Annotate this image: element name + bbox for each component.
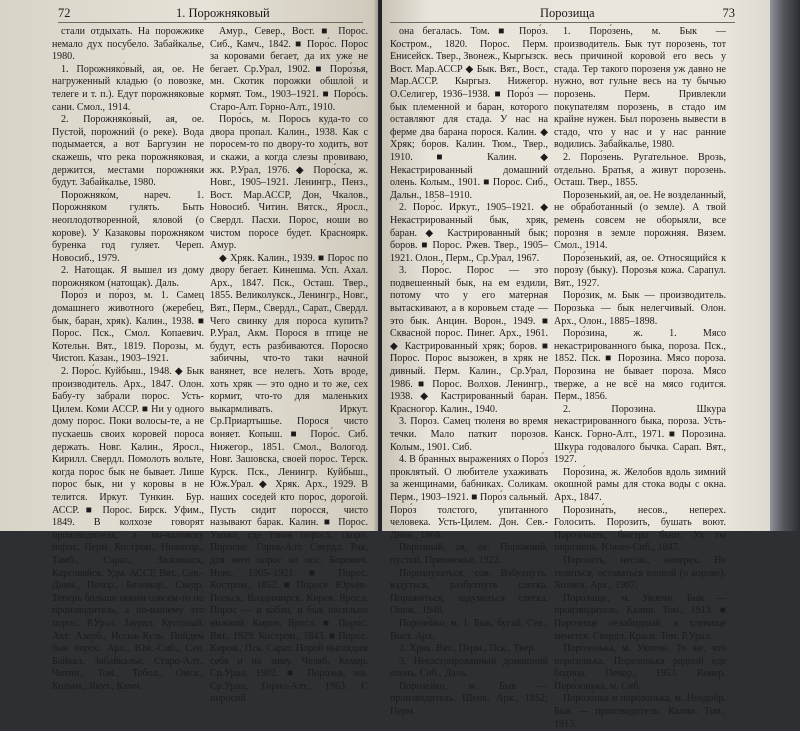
dictionary-entry: 1. Поро́зень, м. Бык — производитель. Бык тут порозень, тот весь причиной коровой его весь у стада. Тер такого порозеня уж давно не нужно, вот гульне весь на ту бычью порозень. Перм. Привлекли покупателям порозень, в стадо им крайне нужен. Был порозень вывести в стадо, что у нас и у нас ранние водились. Забайкалье, 1980.	[554, 26, 726, 151]
dictionary-entry: 1. Порожняко́вый, ая, ое. Не нагруженный кладью (о повозке, телеге и т. п.). Едут порожняковые сани. Смол., 1914.	[52, 63, 204, 113]
dictionary-entry: Поро́зина, ж. Желобов вдоль зимний окошной рамы для стока воды с окна. Арх., 1847.	[554, 466, 726, 503]
dictionary-entry: Поро́з и по́роз, м. 1. Самец домашнего животного (жеребец, бык, баран, хряк). Калин., 1938. ■ Порос. Пск., Смол. Копаевич. Котельн. Вят., 1819. Порозы, м. Чистоп. Казан., 1903–1921.	[52, 290, 204, 365]
dictionary-entry: Порожняко́м, нареч. 1. Порожняком гулять. Быть неоплодотворенной, яловой (о корове). У Казаковы порожняком буренка год гуляет. Череп. Новосиб., 1979.	[52, 189, 204, 264]
dictionary-entry: 2. Порожняко́вый, ая, ое. Пустой, порожний (о реке). Вода подымается, а вот Баргузин не скажешь, что река порожняковая, держится, местами порожняки будут. Забайкалье, 1980.	[52, 114, 204, 189]
left-column-2	[210, 26, 368, 706]
left-page	[0, 0, 378, 705]
right-page-number: 73	[722, 6, 735, 20]
dictionary-entry: стали отдыхать. На порожжике немало дух посубело. Забайкалье, 1980.	[52, 26, 204, 63]
dictionary-entry: 2. Поро́с. Иркут., 1905–1921. ◆ Некастрированный бык, хряк, баран. ◆ Кастрированный бык; боров. ■ Порос. Ржев. Твер., 1905–1921. Олон., Перм., Ср.Урал, 1967.	[390, 202, 548, 264]
dictionary-entry: Порозе́йко, м. 1. Бык, бугай. Сев., Вост. Арх.	[390, 617, 548, 642]
dictionary-entry: 3. Некастрированный домашний олень. Сиб., Даль.	[390, 655, 548, 680]
dictionary-entry: 2. Поро́с. Куйбыш., 1948. ◆ Бык производитель. Арх., 1847. Олон. Бабу-ту забрали порос. Усть-Цилем. Коми АССР. ■ Ни у одного дому порос. Поки волосы-те, а не пускаешь своих коровей пороса держать. Новг. Калин., Яросл., Кирилл. Свердл. Помолоть вольте, когда порос бык не бывает. Лише порос бык, ни у коровы в не телится. Иркут. Тункин. Бур. АССР. ■ Порос. Бирск. Уфим., 1849. В колхозе говорят производителя, а по-чаловску порос. Перм. Костром., Нижегор., Тамб., Сарат., Зилованск, Карсовайск. Удм. АССР, Вят., Сев.-Двин., Печор., Беломор., Сведр. Теперь больше неким совсем-то по производитель, а по-нашему это порос. Р.Урал. Заурал. Кустанай. Акт. Азерб., Иссык-Куль. Пойдем бык порос. Арх., Юж.-Сиб., Сев. Байкал. Забайкалье. Старо-Алт., Читин., Том., Тобол., Омск., Колым., Якут., Камч.	[52, 366, 204, 692]
dictionary-entry: 2. Хряк. Вят., Перм., Пск., Твер.	[399, 643, 536, 655]
dictionary-entry: Порозе́йко, м. Бык — производитель. Шенк. Арх., 1852; Перм.	[390, 680, 548, 718]
dictionary-entry: Порозлу́хаться, сов. Взбухнуть, вздуться, разбухнуть слегка. Поражиться, задуматься слегка. Онеж., 1948.	[390, 567, 548, 617]
left-column-1	[52, 26, 204, 693]
right-column-1	[390, 26, 548, 719]
dictionary-entry: Амур., Север., Вост. ■ Порос. Сиб., Камч., 1842. ■ Поро́с. Порос за коровами бегает, да их уже не бегает. Ср.Урал, 1902. ■ Поро́зья, мн. Скотик порожки обшлой и кормят. Том., 1903–1921. ■ Поро́сь. Старо-Алт. Горно-Алт., 1910.	[210, 26, 368, 113]
right-running-head: Порозища	[540, 6, 595, 20]
dictionary-entry: 2. Натощак. Я вышел из дому порожняком (натощак). Даль.	[52, 265, 204, 289]
dictionary-entry: Поро́зина, ж. 1. Мясо некастрированного быка, пороза. Пск., 1852. Пск. ■ Порозина. Мясо пороза. Порозина не бывает пороза. Мясо тверже, а не всё на мясо годится. Перм., 1856.	[554, 328, 726, 403]
dictionary-entry: Порозина́ть, несов., неперех. Голосить. Порозить, бушать воют. Порозинать, быстро бьют. Ух ты порозишь. Южно-Сиб., 1847.	[554, 504, 726, 554]
dictionary-entry: 2. Порозина. Шкура некастрированного быка, пороза. Усть-Канск. Горно-Алт., 1971. ■ Порозина. Шкура годовалого бычка. Сарап. Вят., 1927.	[554, 403, 726, 466]
dictionary-entry: Поро́зонька, м. Увлечн. То же, что поро́зонька. Порозонька родной еде бодица. Печор., 1953. Кемер. Поро́зонька, м. Сиб.	[554, 643, 726, 692]
dictionary-entry: Поро́зный, ая, ое. Порожний, пустой. Прионежье, 1922.	[390, 542, 548, 566]
dictionary-entry: Порозить, несов., неперех. Не телиться, оставаться яловой (о корове). Холмог. Арх., 1907.	[554, 554, 726, 592]
right-page-header	[390, 6, 735, 23]
dictionary-entry: Порозо́нка и поро́зонька, м. Неодобр. Бык — производитель. Калин. Том., 1913.	[554, 693, 726, 730]
book-cover-edge	[770, 0, 800, 531]
dictionary-entry: она бегалась. Том. ■ Поро́з. Костром., 1820. Порос. Перм. Енисейск. Твер., Звонеж., Кыргызск. Вост. Мар.АССР ◆ Бык. Вят., Вост., Мар.АССР. Кыргыз. Нижегор. О.Селигер, 1936–1938. ■ Поро́з — бык племенной и баран, которого оставляют для стада. У нас на ферме два барана порося. Калин. ◆ Хряк; боров. Калин. Тюм., Твер., 1910. ■ Калин. ◆ Некастрированный домашний олень. Колым., 1901. ■ Порос. Сиб., Дальн., 1858–1910.	[390, 26, 548, 201]
dictionary-entry: ◆ Хряк. Калин., 1939. ■ Порос по двору бегает. Кинешма. Усп. Ахал. Арх., 1847. Пск., Осташ. Твер., 1855. Великолукск., Ленингр., Новг., Вят., Перм., Свердл., Сарат., Свердл. Чего свинку для пороса купить? Р.Урал, Акм. Порося в птице не будут, есть разбиваются. Поросяо забичны, что-то таки начной ванянет, все нелегь. Хоть вроде, хоть хряк — это одно и то же, сех кормит, что-то для маленьких выкармливать. Иркут. Ср.Приартышье. Порося чисто воняет. Копыш. ■ Поро́с. Сиб. Нижегор., 1851. Смол., Вологод. Новг. Зашовска, своей порос. Терск. Курск. Пск., Ленингр. Куйбыш., Юж.Урал. ◆ Хряк. Арх., 1929. В наших соседей кто порос, дорогой. Пусть сидит поросся, чисто называют барак. Калин. ■ Порос. Ухожо, где таков поросх, скоро. Поросие. Горок-Алт. Свердл. Рак, для него порос во пос. Борович. Новг., 1905–1921. ■ Порос. Костром., 1852. ■ Поросе. Юрьев-Польск. Владимирск. Кирев. Яросл. Порос — и кабан, и бык насильно нижний. Киров. Яросл. ■ Поро́с. Вят., 1929. Костром., 1843. ■ Поро́с. Киров., Пск. Сарат. Порой выглядим себя и на зиму. Челяб. Кемер. Ср.Урал, 1902. ■ Поро́зья, мн. Ср.Урал, Горно-Алт., 1963. С поросой	[210, 252, 368, 705]
dictionary-entry: 3. Поро́з. Самец тюленя во время течки. Мало паткит порозов. Колым., 1901. Сиб.	[390, 416, 548, 453]
right-page	[382, 0, 770, 730]
dictionary-entry: Поро́зенький, ая, ое. Относящийся к порозу (быку). Порозья кожа. Сарапул. Вят., 1927.	[554, 252, 726, 289]
dictionary-entry: Поро́зик, м. Бык — производитель. Порозька — бык нелегчивый. Олон. Арх., Олон., 1885–1898.	[554, 290, 726, 327]
dictionary-entry: 4. В бранных выражениях о Поро́з проклятый. О любителе ухаживать за женщинами, бабниках. Соликам. Перм., 1903–1921. ■ Поро́з сальный. Поро́з толстого, упитанного человека. Усть-Цилем. Дон. Сев.-Двин., 1868.	[390, 454, 548, 541]
left-page-number: 72	[58, 6, 71, 20]
dictionary-entry: Поро́зище, м. Увлечн. Бык — производитель. Калин. Том., 1913. ■ Порозище незабидный, в хлевище мечется. Свердл. Красн. Том. Р.Урал.	[554, 592, 726, 642]
dictionary-entry: Порозенький, ая, ое. Не возделанный, не обработанный (о земле). А твой ремень совсем не оборыяли, все порозня в земле порожняя. Вязем. Смол., 1914.	[554, 189, 727, 252]
dictionary-entry: Поро́сь, м. Порось куда-то со двора пропал. Калин., 1938. Как с поросем-то по двору-то ходить, вот и скажи, а когда слезы провиваю, жк. Р.Урал, 1976. ◆ Поро́ска, ж. Новг., 1905–1921. Ленингр., Пенз., Вост. Мар.АССР, Дон, Чкалов., Новосиб. Читин. Вятск., Яросл., Свердл. Пасхи. Порос, ноши во чистом поросе будет. Красноярк. Амур.	[210, 114, 368, 252]
left-running-head: 1. Порожняковый	[176, 6, 270, 20]
right-column-2	[554, 26, 726, 731]
dictionary-entry: 3. Поро́с. Порос — это подвешенный бык, на ем ездили, потому что у его матерная вытаскивают, а в коровьем стаде — это бык. Анцин. Ворон., 1949. ■ Сквасной порос. Пинег. Арх., 1961. ◆ Кастрированный хряк; боров. ■ Порос. Порос вызожен, в хряк не дивный. Перм. Калин., Ср.Урал, 1986. ■ Порос. Волхов. Ленингр., 1938. ◆ Кастрированный баран. Красногор. Калин., 1940.	[390, 265, 548, 415]
left-page-header	[58, 6, 363, 23]
dictionary-entry: 2. Поро́зень. Ругательное. Врозь, отдельно. Братья, а живут порозень. Осташ. Твер., 1855.	[554, 151, 726, 189]
